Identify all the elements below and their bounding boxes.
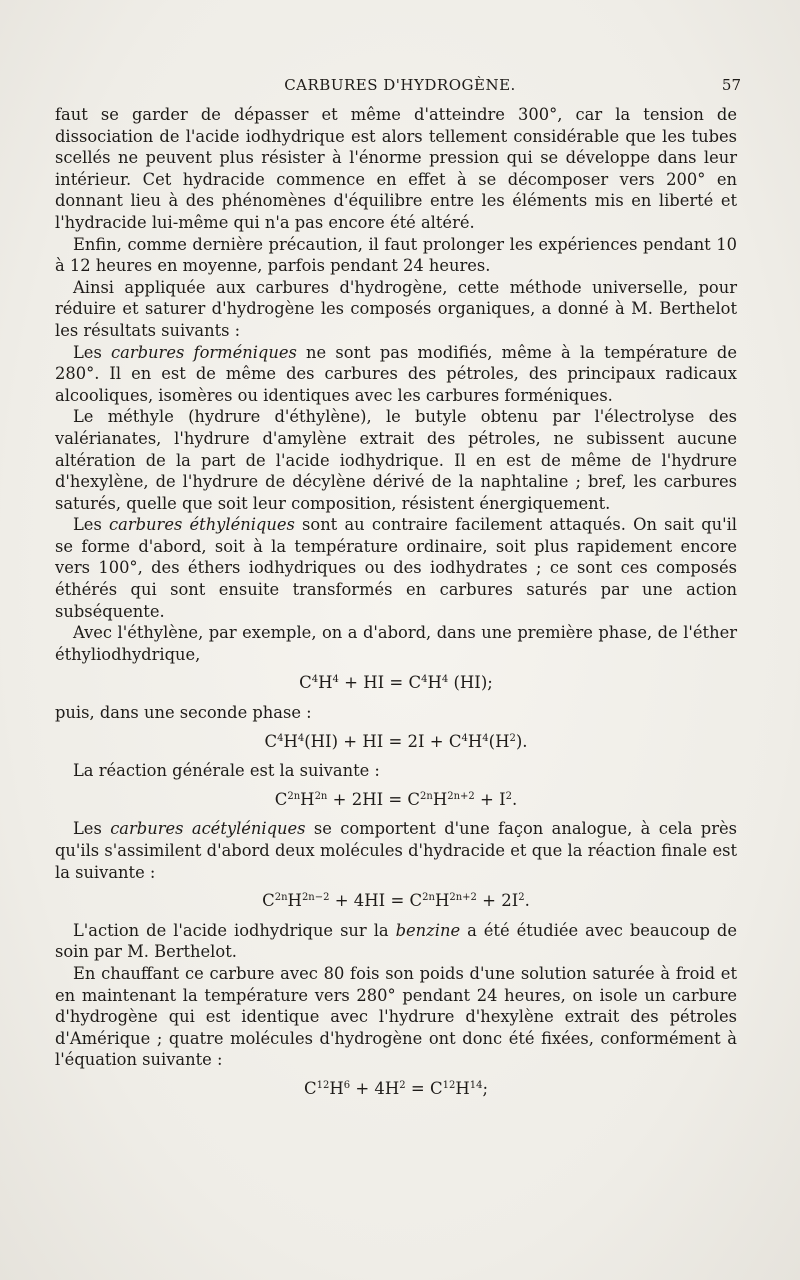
term-carbures-formeniques: carbures forméniques: [111, 342, 297, 362]
eq1-sup-b: 4: [332, 674, 339, 686]
equation-1: [55, 672, 737, 694]
eq3-sup-a: 2n: [287, 790, 301, 802]
eq4-part-c: + 4HI = C: [329, 891, 423, 911]
eq5-part-e: H: [455, 1078, 470, 1098]
eq3-part-f: .: [512, 789, 518, 809]
eq2-part-d: H: [467, 731, 483, 751]
paragraph-11-rest: a été étudiée avec beaucoup de soin par M. Berthelot.: [55, 920, 737, 962]
eq1-sup-a: 4: [311, 674, 319, 686]
equation-4: [55, 890, 737, 912]
paragraph-6: [55, 514, 737, 622]
paragraph-11: [55, 920, 737, 963]
eq1-part-c: + HI = C: [338, 673, 422, 693]
eq2-part-a: C: [264, 731, 278, 751]
eq4-sup-a: 2n: [274, 892, 288, 904]
eq5-part-f: ;: [482, 1078, 489, 1098]
equation-5: [55, 1078, 737, 1100]
eq5-sup-c: 2: [399, 1079, 406, 1091]
eq2-part-c: (HI) + HI = 2I + C: [304, 731, 462, 751]
eq1-part-a: C: [299, 673, 312, 693]
eq2-sup-a: 4: [277, 732, 284, 744]
eq4-sup-e: 2: [518, 892, 525, 904]
eq5-sup-a: 12: [316, 1079, 330, 1091]
equation-2: [55, 731, 737, 753]
eq3-sup-c: 2n: [420, 790, 433, 802]
eq1-part-d: H: [427, 673, 442, 693]
eq2-sup-d: 4: [482, 732, 489, 744]
eq1-part-b: H: [318, 673, 333, 693]
body-text: [55, 104, 737, 1108]
eq4-sup-c: 2n: [422, 892, 435, 904]
eq5-part-d: = C: [405, 1078, 443, 1098]
eq1-sup-d: 4: [441, 674, 449, 686]
eq3-part-d: H: [432, 789, 448, 809]
eq1-part-e: (HI);: [448, 673, 493, 693]
eq2-sup-b: 4: [297, 732, 305, 744]
paragraph-5: Le méthyle (hydrure d'éthylène), le butyle obtenu par l'électrolyse des valérianates, l'hydrure d'amylène extrait des pétroles, ne subissent aucune altération de la part de l'acide iodhydrique. Il en est de même de l'hydrure d'hexylène, de l'hydrure de décylène dérivé de la naphtaline ; bref, les carbures saturés, quelle que soit leur composition, résistent énergiquement.: [55, 407, 737, 513]
eq3-part-c: + 2HI = C: [327, 789, 421, 809]
paragraph-11-lead: L'action de l'acide iodhydrique sur la: [73, 920, 396, 940]
term-carbures-acetyleniques: carbures acétyléniques: [110, 819, 306, 839]
eq5-part-b: H: [329, 1078, 344, 1098]
page-header: [55, 74, 745, 98]
paragraph-6-lead: Les: [73, 515, 110, 535]
eq1-sup-c: 4: [421, 674, 428, 686]
term-carbures-ethyleniques: carbures éthyléniques: [109, 515, 295, 535]
paragraph-9: La réaction générale est la suivante :: [73, 761, 380, 781]
eq2-part-b: H: [283, 731, 298, 751]
eq2-sup-e: 2: [509, 732, 516, 744]
paragraph-10: [55, 818, 737, 883]
running-head: CARBURES D'HYDROGÈNE.: [284, 76, 516, 94]
paragraph-10-lead: Les: [73, 819, 111, 839]
eq5-part-c: + 4H: [350, 1078, 400, 1098]
eq2-part-e: (H: [488, 731, 510, 751]
eq3-sup-d: 2n+2: [447, 790, 475, 802]
paragraph-8: puis, dans une seconde phase :: [55, 703, 312, 723]
eq5-part-a: C: [303, 1078, 317, 1098]
paragraph-7: Avec l'éthylène, par exemple, on a d'abord, dans une première phase, de l'éther éthyliodhydrique,: [55, 623, 737, 664]
paragraph-6-rest: sont au contraire facilement attaqués. On sait qu'il se forme d'abord, soit à la température ordinaire, soit plus rapidement encore vers 100°, des éthers iodhydriques ou des iodhydrates ; ce sont ces composés éthérés qui sont ensuite transformés en carbures saturés par une action subséquente.: [55, 515, 737, 621]
paragraph-1: faut se garder de dépasser et même d'atteindre 300°, car la tension de dissociation de l'acide iodhydrique est alors tellement considérable que les tubes scellés ne peuvent plus résister à l'énorme pression qui se développe dans leur intérieur. Cet hydracide commence en effet à se décomposer vers 200° en donnant lieu à des phénomènes d'équilibre entre les éléments mis en liberté et l'hydracide lui-même qui n'a pas encore été altéré.: [55, 105, 737, 232]
eq2-part-f: ).: [515, 731, 528, 751]
eq4-part-e: + 2I: [476, 891, 519, 911]
eq3-sup-b: 2n: [314, 790, 328, 802]
page-number: 57: [721, 76, 741, 94]
eq4-part-d: H: [434, 891, 450, 911]
eq3-part-a: C: [274, 789, 288, 809]
equation-3: [55, 789, 737, 811]
eq4-sup-d: 2n+2: [449, 892, 477, 904]
eq3-sup-e: 2: [505, 790, 513, 802]
eq5-sup-b: 6: [343, 1079, 351, 1091]
eq4-part-a: C: [262, 891, 275, 911]
eq5-sup-e: 14: [469, 1079, 483, 1091]
eq4-sup-b: 2n−2: [301, 892, 330, 904]
paragraph-12: En chauffant ce carbure avec 80 fois son poids d'une solution saturée à froid et en maintenant la température vers 280° pendant 24 heures, on isole un carbure d'hydrogène qui est identique avec l'hydrure d'hexylène extrait des pétroles d'Amérique ; quatre molécules d'hydrogène ont donc été fixées, conformément à l'équation suivante :: [55, 963, 737, 1070]
paragraph-4: [55, 342, 737, 407]
paragraph-3: Ainsi appliquée aux carbures d'hydrogène, cette méthode universelle, pour réduire et saturer d'hydrogène les composés organiques, a donné à M. Berthelot les résultats suivants :: [55, 277, 737, 340]
eq3-part-b: H: [300, 789, 315, 809]
eq3-part-e: + I: [474, 789, 506, 809]
paragraph-10-rest: se comportent d'une façon analogue, à cela près qu'ils s'assimilent d'abord deux molécules d'hydracide et que la réaction finale est la suivante :: [55, 819, 737, 882]
paragraph-2: Enfin, comme dernière précaution, il faut prolonger les expériences pendant 10 à 12 heures en moyenne, parfois pendant 24 heures.: [55, 234, 737, 276]
paragraph-4-rest: ne sont pas modifiés, même à la température de 280°. Il en est de même des carbures des pétroles, des principaux radicaux alcooliques, isomères ou identiques avec les carbures forméniques.: [55, 342, 737, 405]
paragraph-4-lead: Les: [73, 342, 112, 362]
eq2-sup-c: 4: [461, 732, 468, 744]
eq4-part-b: H: [287, 891, 302, 911]
term-benzine: benzine: [395, 920, 461, 940]
eq4-part-f: .: [524, 891, 530, 911]
eq5-sup-d: 12: [442, 1079, 456, 1091]
